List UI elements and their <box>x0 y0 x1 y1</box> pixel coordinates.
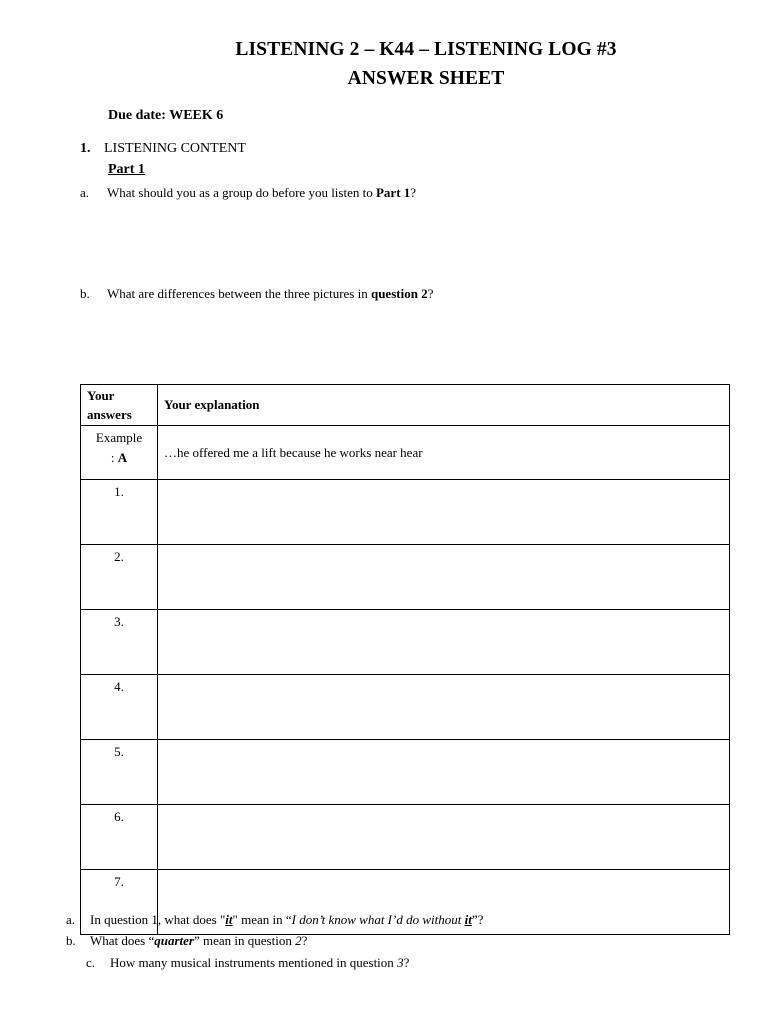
row-number: 6. <box>81 805 158 870</box>
question-a-text-after: ? <box>410 185 417 200</box>
example-label: Example <box>95 430 143 445</box>
example-answer-cell <box>81 426 158 480</box>
followup-b-word: quarter <box>154 933 194 948</box>
row-number: 3. <box>81 610 158 675</box>
example-explanation-cell: …he offered me a lift because he works near hear <box>158 426 730 480</box>
due-date <box>108 108 223 124</box>
row-explanation-cell[interactable] <box>158 610 730 675</box>
followup-question-a <box>66 912 483 928</box>
followup-b-part2: ” mean in question <box>194 933 296 948</box>
table-row <box>81 610 730 675</box>
answers-table <box>80 384 730 935</box>
row-number: 5. <box>81 740 158 805</box>
question-a-mark: a. <box>80 185 90 200</box>
header-answers-cell <box>81 385 158 426</box>
header-answers-line2: answers <box>87 407 132 422</box>
question-b-text <box>107 286 433 302</box>
table-header-row <box>81 385 730 426</box>
followup-c-mark: c. <box>86 955 96 970</box>
followup-b-mark: b. <box>66 933 76 948</box>
question-b-mark: b. <box>80 286 90 301</box>
followup-a-mark: a. <box>66 912 76 927</box>
row-explanation-cell[interactable] <box>158 480 730 545</box>
row-explanation-cell[interactable] <box>158 545 730 610</box>
followup-question-c <box>86 955 409 971</box>
table-row <box>81 480 730 545</box>
section-title: LISTENING CONTENT <box>104 141 246 156</box>
part-label: Part 1 <box>108 162 145 177</box>
followup-a-part3: ”? <box>471 912 484 927</box>
page-subtitle: ANSWER SHEET <box>347 68 505 89</box>
followup-c-num: 3 <box>397 955 404 970</box>
followup-a-it1: it <box>225 912 233 927</box>
followup-c-part1: How many musical instruments mentioned in question <box>110 955 398 970</box>
example-answer-prefix: : <box>110 450 118 465</box>
followup-question-b <box>66 933 307 949</box>
followup-a-part1: In question 1, what does " <box>90 912 226 927</box>
due-date-value: WEEK 6 <box>169 108 224 123</box>
followup-a-quote: I don’t know what I’d do without <box>291 912 465 927</box>
row-number: 1. <box>81 480 158 545</box>
example-answer-value: A <box>117 450 128 465</box>
row-number: 4. <box>81 675 158 740</box>
followup-c-part2: ? <box>403 955 410 970</box>
table-row <box>81 740 730 805</box>
row-number: 2. <box>81 545 158 610</box>
followup-a-it2: it <box>464 912 472 927</box>
example-answer <box>81 448 157 468</box>
section-number: 1. <box>80 141 91 156</box>
question-a-text <box>107 185 416 201</box>
table-row <box>81 675 730 740</box>
question-a-text-before: What should you as a group do before you listen to <box>107 185 376 200</box>
table-row <box>81 545 730 610</box>
due-date-label: Due date: <box>108 108 166 123</box>
row-explanation-cell[interactable] <box>158 675 730 740</box>
row-explanation-cell[interactable] <box>158 740 730 805</box>
table-row <box>81 805 730 870</box>
question-b-text-after: ? <box>427 286 434 301</box>
question-b-text-before: What are differences between the three pictures in <box>107 286 371 301</box>
row-number: 7. <box>81 870 158 935</box>
section-heading <box>80 141 246 157</box>
followup-a-part2: " mean in “ <box>232 912 292 927</box>
header-explanation-cell: Your explanation <box>158 385 730 426</box>
row-explanation-cell[interactable] <box>158 805 730 870</box>
page-title: LISTENING 2 – K44 – LISTENING LOG #3 <box>235 39 617 60</box>
followup-b-num: 2 <box>295 933 302 948</box>
question-a-bold: Part 1 <box>375 185 411 200</box>
followup-b-part3: ? <box>301 933 308 948</box>
followup-b-part1: What does “ <box>90 933 155 948</box>
question-b-bold: question 2 <box>370 286 428 301</box>
example-row <box>81 426 730 480</box>
header-answers-line1: Your <box>87 388 115 403</box>
